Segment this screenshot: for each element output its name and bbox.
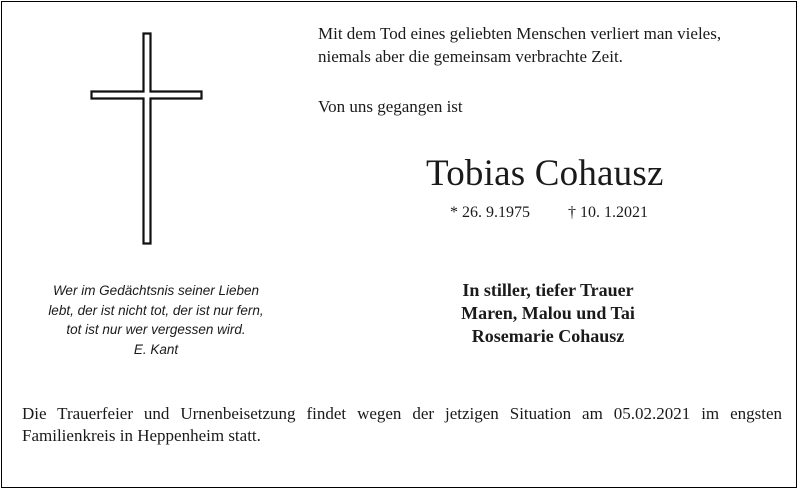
- mourners-line-2: Maren, Malou und Tai: [461, 303, 635, 323]
- intro-line-2: niemals aber die gemeinsam verbrachte Zeit.: [318, 47, 623, 66]
- intro-line-1: Mit dem Tod eines geliebten Menschen verliert man vieles,: [318, 24, 722, 43]
- quote-line-2: lebt, der ist nicht tot, der ist nur fern,: [48, 302, 264, 318]
- cross-icon: [88, 31, 208, 247]
- quote-line-1: Wer im Gedächtsnis seiner Lieben: [52, 283, 260, 298]
- quote-author: E. Kant: [133, 341, 179, 357]
- deceased-name: Tobias Cohausz: [426, 153, 664, 194]
- death-date: † 10. 1.2021: [568, 204, 648, 221]
- mourners-line-1: In stiller, tiefer Trauer: [462, 280, 634, 300]
- mourners-line-3: Rosemarie Cohausz: [471, 326, 625, 346]
- life-dates: [450, 204, 648, 222]
- intro-text: [318, 22, 721, 68]
- gone-label: Von uns gegangen ist: [318, 97, 463, 116]
- birth-date: * 26. 9.1975: [450, 204, 530, 221]
- quote-block: [22, 281, 290, 359]
- mourners-block: [418, 279, 678, 348]
- funeral-notice: Die Trauerfeier und Urnenbeisetzung findet wegen der jetzigen Situation am 05.02.2021 im engsten Familienkreis in Heppenheim statt.: [22, 404, 782, 445]
- quote-line-3: tot ist nur wer vergessen wird.: [66, 322, 246, 337]
